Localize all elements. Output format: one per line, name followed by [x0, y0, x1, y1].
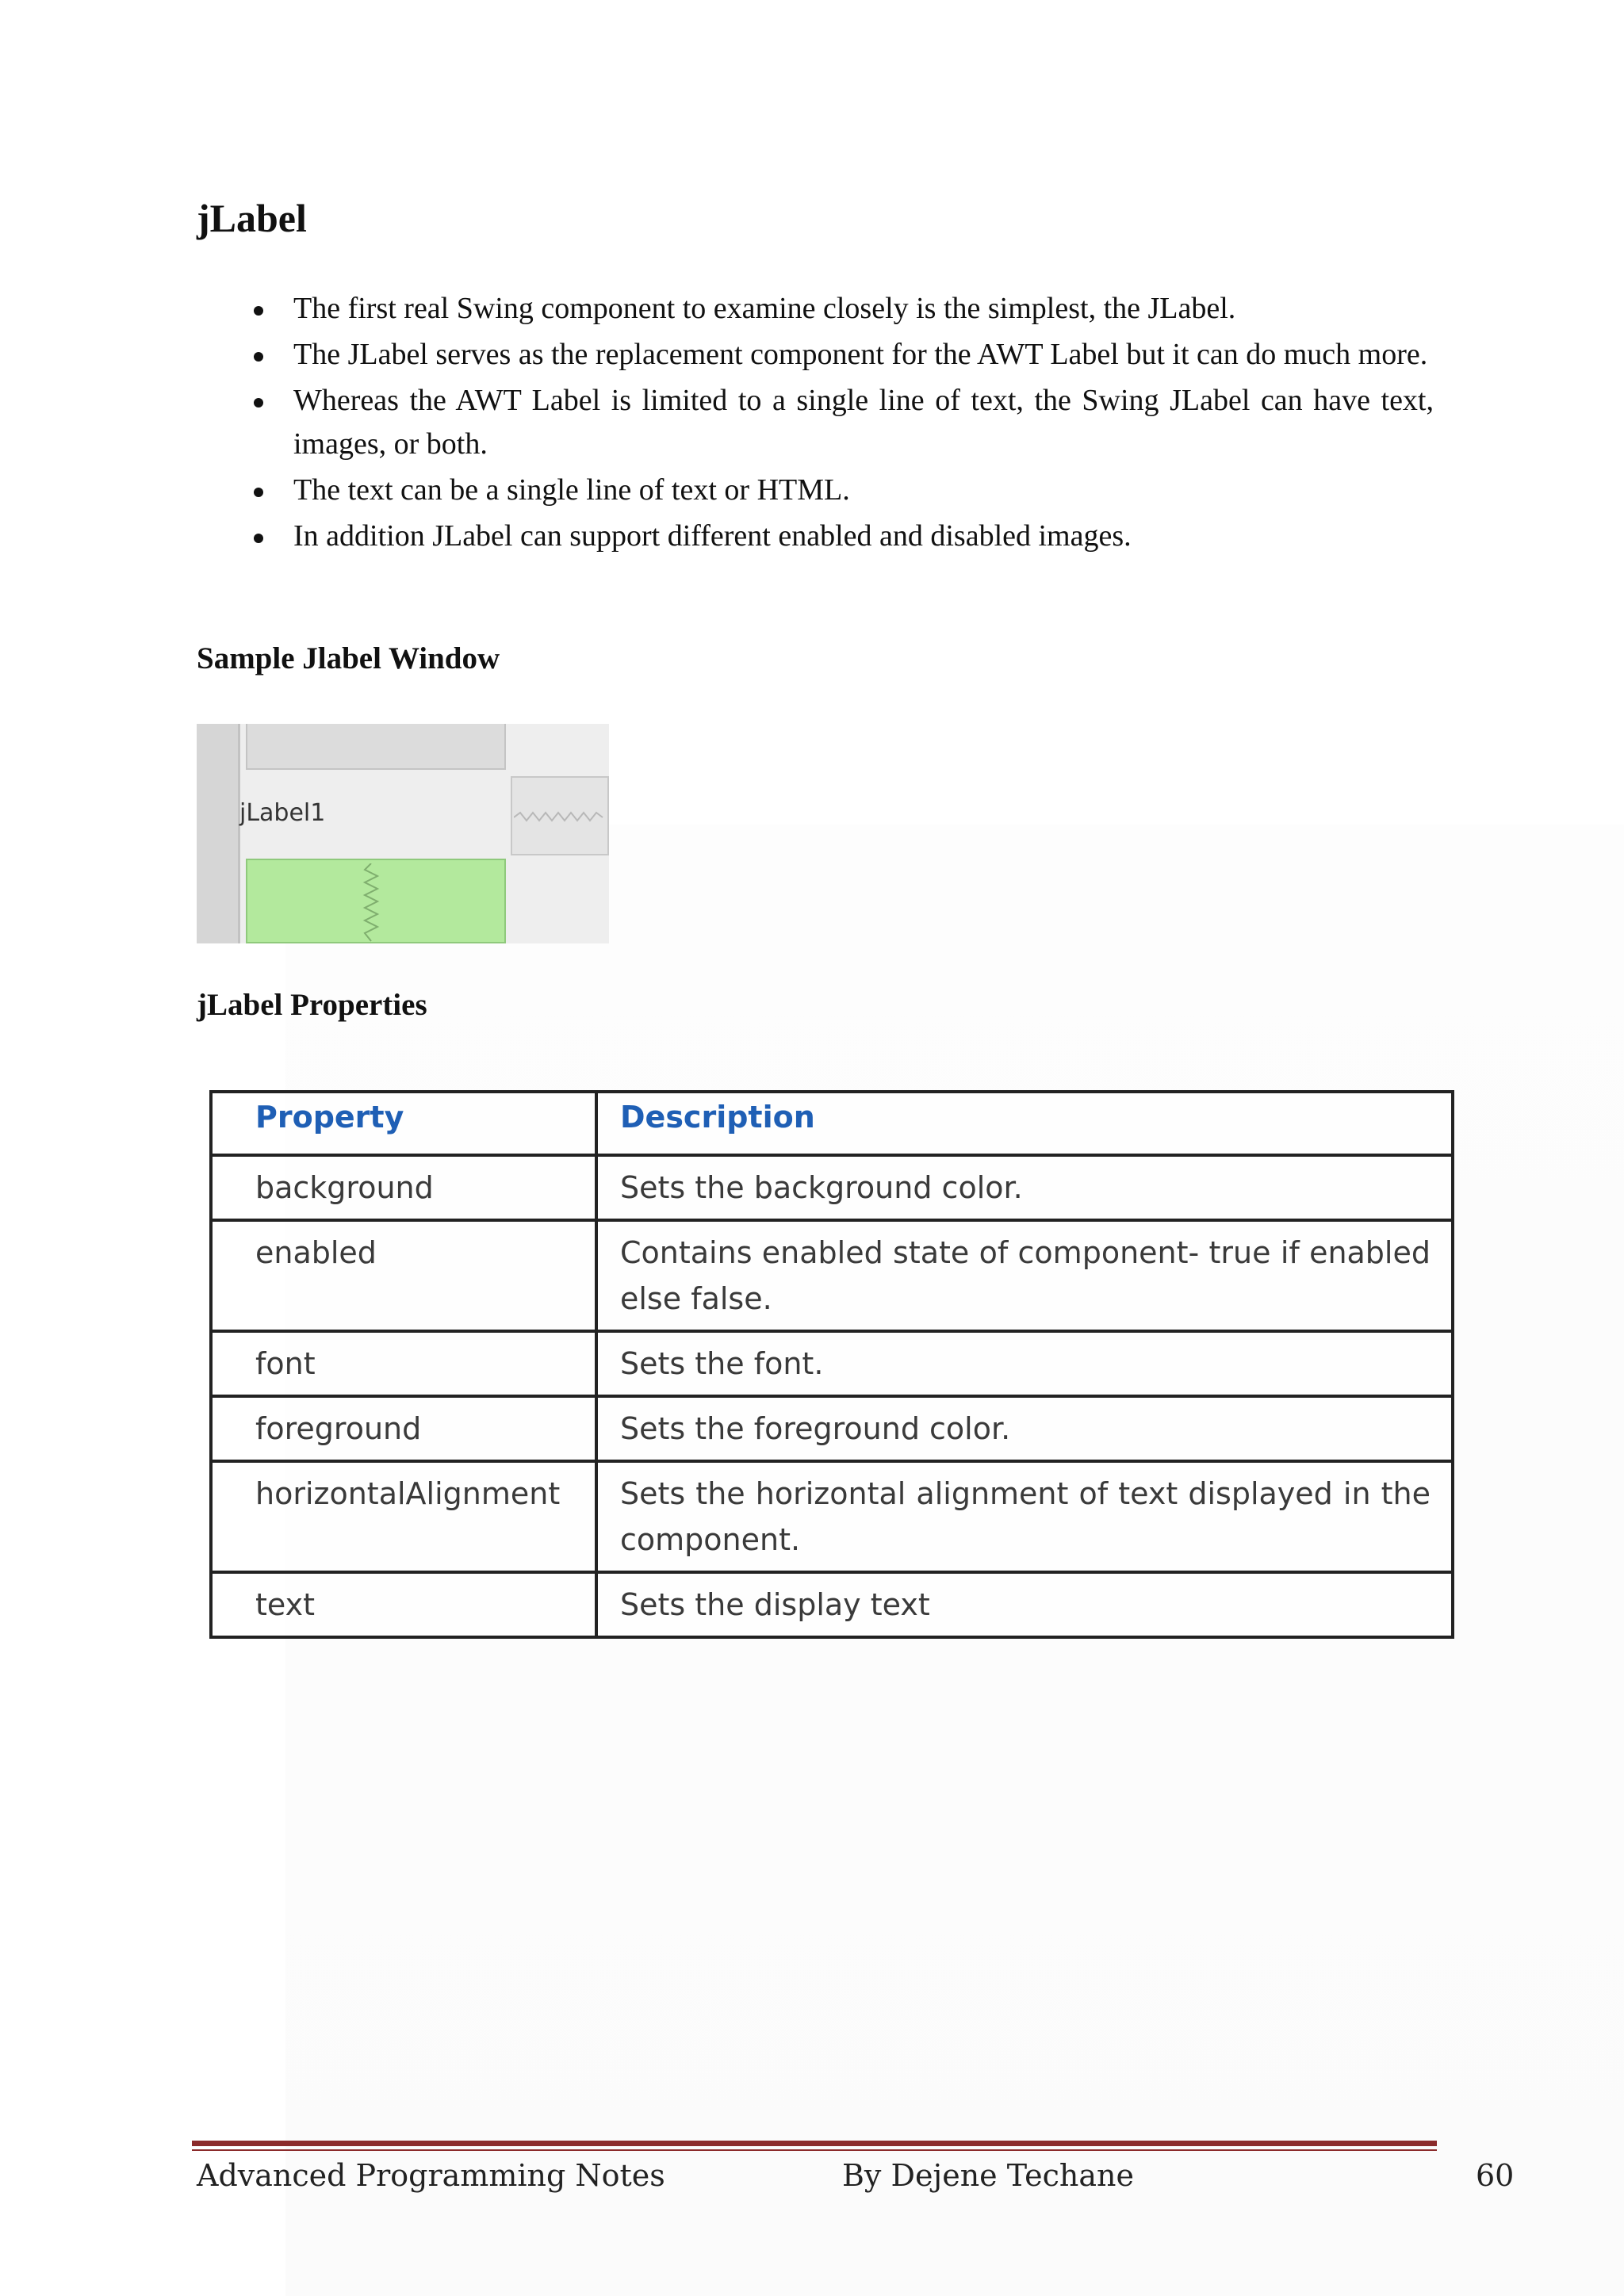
- description-cell: Sets the font.: [596, 1331, 1453, 1396]
- footer-title: Advanced Programming Notes: [197, 2158, 665, 2193]
- table-row: [211, 1396, 1453, 1461]
- column-header-description: Description: [596, 1092, 1453, 1155]
- column-header-property: Property: [211, 1092, 596, 1155]
- bullet-icon: [254, 306, 263, 316]
- bullet-icon: [254, 352, 263, 362]
- list-item: Whereas the AWT Label is limited to a single line of text, the Swing JLabel can have text, images, or both.: [197, 379, 1434, 466]
- bullet-icon: [254, 398, 263, 408]
- property-cell: foreground: [211, 1396, 596, 1461]
- property-cell: font: [211, 1331, 596, 1396]
- footer-divider-thin: [192, 2149, 1437, 2151]
- properties-table: [209, 1090, 1454, 1639]
- property-cell: text: [211, 1572, 596, 1637]
- table-row: [211, 1220, 1453, 1331]
- sample-jlabel-window-image: [197, 724, 609, 943]
- jlabel-component: jLabel1: [239, 799, 326, 827]
- description-cell: Sets the foreground color.: [596, 1396, 1453, 1461]
- bullet-icon: [254, 534, 263, 543]
- top-component-placeholder: [246, 724, 506, 770]
- list-item: The first real Swing component to examine closely is the simplest, the JLabel.: [197, 287, 1434, 331]
- description-cell: Sets the horizontal alignment of text displayed in the component.: [596, 1461, 1453, 1572]
- table-row: [211, 1572, 1453, 1637]
- table-row: [211, 1331, 1453, 1396]
- property-cell: enabled: [211, 1220, 596, 1331]
- property-cell: background: [211, 1155, 596, 1220]
- page-title: jLabel: [197, 196, 307, 240]
- table-row: [211, 1155, 1453, 1220]
- description-cell: Sets the background color.: [596, 1155, 1453, 1220]
- table-header-row: [211, 1092, 1453, 1155]
- footer-divider: [192, 2141, 1437, 2146]
- page-number: 60: [1476, 2158, 1515, 2193]
- description-cell: Sets the display text: [596, 1572, 1453, 1637]
- property-cell: horizontalAlignment: [211, 1461, 596, 1572]
- divider: [238, 724, 240, 943]
- bullet-icon: [254, 488, 263, 497]
- sample-window-heading: Sample Jlabel Window: [197, 641, 500, 675]
- list-item: The JLabel serves as the replacement component for the AWT Label but it can do much more.: [197, 333, 1434, 377]
- properties-heading: jLabel Properties: [197, 988, 427, 1022]
- description-cell: Contains enabled state of component- true if enabled else false.: [596, 1220, 1453, 1331]
- designer-palette-strip: [197, 724, 239, 943]
- table-row: [211, 1461, 1453, 1572]
- footer-author: By Dejene Techane: [842, 2158, 1134, 2193]
- bullet-list: [197, 287, 1434, 561]
- vertical-squiggle-icon: [362, 863, 381, 943]
- resize-squiggle-icon: [514, 809, 606, 825]
- list-item: The text can be a single line of text or HTML.: [197, 469, 1434, 512]
- list-item: In addition JLabel can support different enabled and disabled images.: [197, 515, 1434, 558]
